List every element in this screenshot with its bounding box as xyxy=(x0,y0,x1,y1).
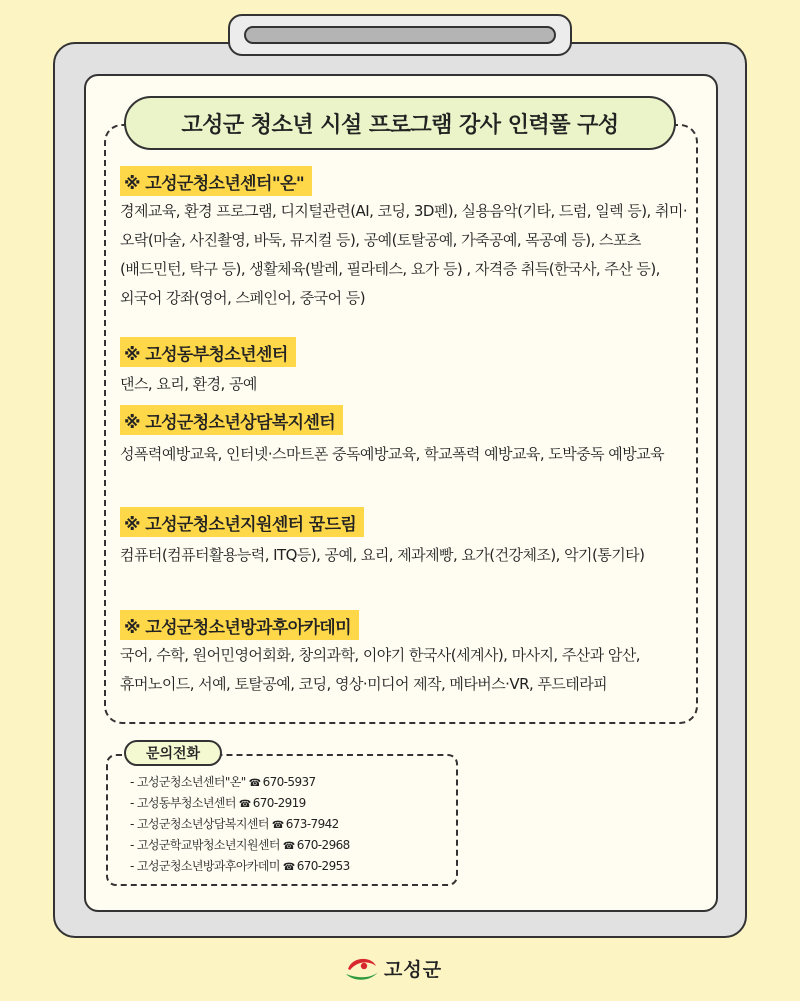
section-heading-dongbu-center: ※ 고성동부청소년센터 xyxy=(120,337,296,367)
phone-icon: ☎ xyxy=(271,820,284,831)
phone-icon: ☎ xyxy=(248,778,261,789)
contact-item xyxy=(130,793,450,814)
logo-swoosh-green xyxy=(346,972,378,980)
contact-name: - 고성동부청소년센터 xyxy=(130,796,236,810)
contact-name: - 고성군청소년방과후아카데미 xyxy=(130,859,280,873)
section-heading-dreamstart-center: ※ 고성군청소년지원센터 꿈드림 xyxy=(120,507,364,537)
contact-phone: 670-5937 xyxy=(262,775,316,789)
phone-icon: ☎ xyxy=(282,841,295,852)
contact-list xyxy=(130,772,450,877)
contact-phone: 670-2953 xyxy=(296,859,350,873)
contact-item xyxy=(130,814,450,835)
contact-phone: 670-2968 xyxy=(296,838,350,852)
section-heading-on-center: ※ 고성군청소년센터"온" xyxy=(120,166,312,196)
contact-item xyxy=(130,856,450,877)
page-title: 고성군 청소년 시설 프로그램 강사 인력풀 구성 xyxy=(124,96,676,150)
section-body-counseling-center: 성폭력예방교육, 인터넷·스마트폰 중독예방교육, 학교폭력 예방교육, 도박중독 예방교육 xyxy=(120,445,665,463)
logo-text: 고성군 xyxy=(384,958,443,981)
contact-item xyxy=(130,835,450,856)
section-body-dongbu-center: 댄스, 요리, 환경, 공예 xyxy=(120,375,257,393)
section-body-on-center: 경제교육, 환경 프로그램, 디지털관련(AI, 코딩, 3D펜), 실용음악(기타, 드럼, 일렉 등), 취미·오락(마술, 사진촬영, 바둑, 뮤지컬 등), 공예(토탈공예, 가죽공예, 목공예 등), 스포츠(배드민턴, 탁구 등), 생활체육(발레, 필라테스, 요가 등) , 자격증 취득(한국사, 주산 등), 외국어 강좌(영어, 스페인어, 중국어 등) xyxy=(120,202,688,307)
contact-name: - 고성군청소년센터"온" xyxy=(130,775,246,789)
goseong-logo xyxy=(344,952,442,984)
contact-phone: 670-2919 xyxy=(252,796,306,810)
section-heading-after-school-academy: ※ 고성군청소년방과후아카데미 xyxy=(120,610,359,640)
clipboard-clip-slot xyxy=(244,26,556,44)
section-body-after-school-academy: 국어, 수학, 원어민영어회화, 창의과학, 이야기 한국사(세계사), 마사지, 주산과 암산, 휴머노이드, 서예, 토탈공예, 코딩, 영상·미디어 제작, 메타버스·VR, 푸드테라피 xyxy=(120,646,640,693)
contact-name: - 고성군학교밖청소년지원센터 xyxy=(130,838,280,852)
contact-phone: 673-7942 xyxy=(285,817,339,831)
logo-dot xyxy=(361,963,367,969)
phone-icon: ☎ xyxy=(282,862,295,873)
clipboard-clip xyxy=(228,14,572,56)
phone-icon: ☎ xyxy=(238,799,251,810)
contact-name: - 고성군청소년상담복지센터 xyxy=(130,817,269,831)
contact-label: 문의전화 xyxy=(124,740,222,766)
goseong-logo-icon xyxy=(344,954,380,982)
section-heading-counseling-center: ※ 고성군청소년상담복지센터 xyxy=(120,405,343,435)
contact-item xyxy=(130,772,450,793)
section-body-dreamstart-center: 컴퓨터(컴퓨터활용능력, ITQ등), 공예, 요리, 제과제빵, 요가(건강체조), 악기(통기타) xyxy=(120,546,645,564)
